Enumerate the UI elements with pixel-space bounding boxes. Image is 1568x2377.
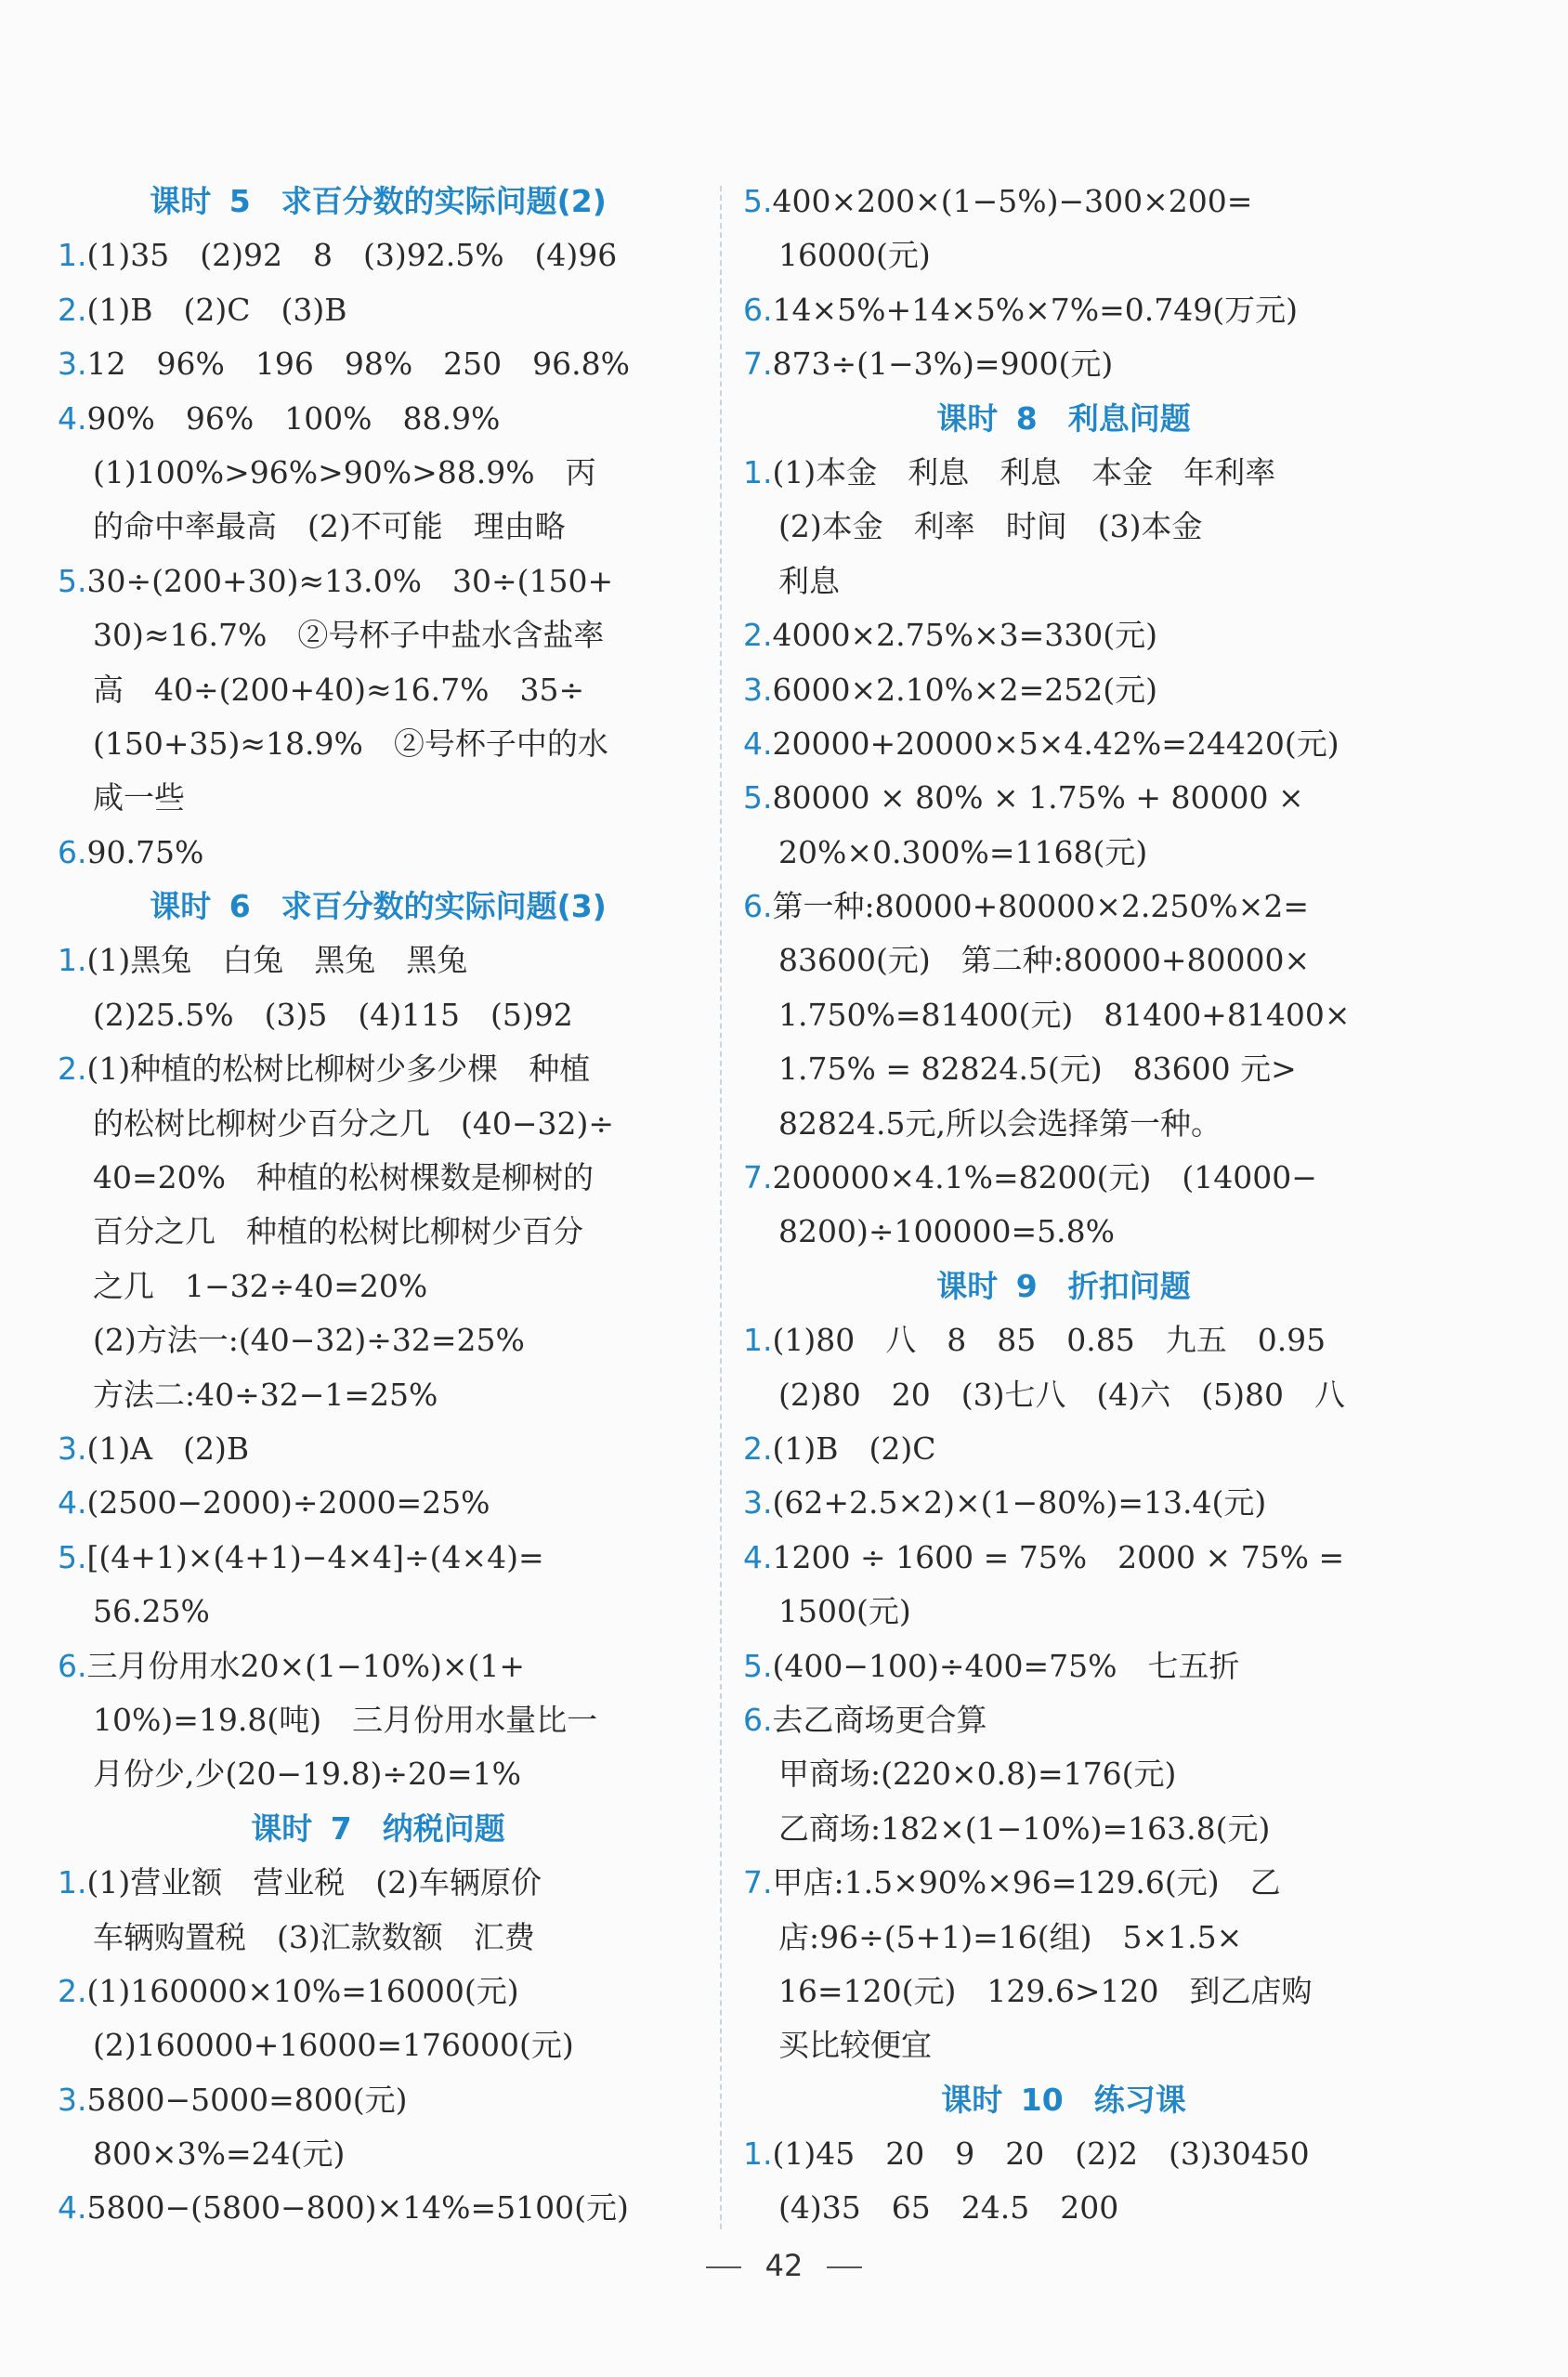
answer-text: 利息 bbox=[778, 562, 840, 599]
answer-text: (1)160000×10%=16000(元) bbox=[86, 1972, 519, 2009]
answer-text: (2)25.5% (3)5 (4)115 (5)92 bbox=[93, 996, 573, 1033]
answer-item bbox=[743, 1693, 1384, 1747]
answer-item bbox=[743, 1422, 1384, 1476]
answer-text: 90.75% bbox=[86, 833, 204, 870]
answer-text: (2)方法一:(40−32)÷32=25% bbox=[93, 1322, 525, 1359]
answer-item bbox=[58, 283, 699, 337]
answer-item bbox=[743, 1639, 1384, 1693]
answer-continuation bbox=[743, 1368, 1384, 1422]
answer-item bbox=[743, 1531, 1384, 1585]
item-number: 7. bbox=[743, 1159, 773, 1196]
answer-text: 月份少,少(20−19.8)÷20=1% bbox=[93, 1756, 522, 1793]
answer-item bbox=[743, 1476, 1384, 1530]
answer-continuation bbox=[743, 1042, 1384, 1096]
footer-dash-right bbox=[827, 2266, 862, 2268]
item-number: 5. bbox=[58, 562, 87, 599]
item-number: 6. bbox=[58, 833, 87, 870]
item-number: 1. bbox=[743, 2135, 773, 2173]
answer-continuation bbox=[58, 1585, 699, 1639]
item-number: 4. bbox=[743, 1538, 773, 1575]
answer-text: 去乙商场更合算 bbox=[772, 1701, 987, 1738]
answer-text: 90% 96% 100% 88.9% bbox=[86, 399, 501, 437]
answer-text: (62+2.5×2)×(1−80%)=13.4(元) bbox=[772, 1484, 1267, 1522]
answer-text: 方法二:40÷32−1=25% bbox=[93, 1376, 438, 1413]
item-number: 2. bbox=[743, 617, 773, 654]
answer-text: 16000(元) bbox=[778, 237, 931, 274]
answer-continuation bbox=[58, 1693, 699, 1747]
answer-continuation bbox=[58, 1097, 699, 1151]
answer-text: (1)35 (2)92 8 (3)92.5% (4)96 bbox=[86, 237, 618, 274]
answer-continuation bbox=[58, 1151, 699, 1205]
section-heading: 课时 7 纳税问题 bbox=[251, 1809, 505, 1847]
answer-text: 40=20% 种植的松树棵数是柳树的 bbox=[93, 1159, 594, 1196]
answer-text: 82824.5元,所以会选择第一种。 bbox=[778, 1104, 1222, 1142]
item-number: 4. bbox=[58, 1484, 87, 1522]
answer-text: (1)黑兔 白兔 黑兔 黑兔 bbox=[86, 942, 468, 979]
answer-continuation bbox=[743, 1585, 1384, 1639]
answer-text: (400−100)÷400=75% 七五折 bbox=[772, 1647, 1240, 1684]
answer-text: 4000×2.75%×3=330(元) bbox=[772, 617, 1157, 654]
answer-text: 1.750%=81400(元) 81400+81400× bbox=[778, 996, 1351, 1033]
answer-continuation bbox=[58, 771, 699, 825]
answer-item bbox=[743, 608, 1384, 662]
answer-text: 800×3%=24(元) bbox=[93, 2135, 346, 2173]
section-heading: 课时 6 求百分数的实际问题(3) bbox=[150, 888, 607, 925]
answer-item bbox=[743, 283, 1384, 337]
answer-item bbox=[743, 446, 1384, 500]
answer-continuation bbox=[743, 826, 1384, 880]
answer-continuation bbox=[743, 1097, 1384, 1151]
answer-continuation bbox=[743, 500, 1384, 554]
answer-item bbox=[743, 1313, 1384, 1367]
answer-text: 百分之几 种植的松树比柳树少百分 bbox=[93, 1213, 583, 1250]
answer-text: 873÷(1−3%)=900(元) bbox=[772, 346, 1114, 383]
answer-text: [(4+1)×(4+1)−4×4]÷(4×4)= bbox=[86, 1538, 544, 1575]
section-heading: 课时 8 利息问题 bbox=[936, 399, 1191, 437]
item-number: 6. bbox=[743, 888, 773, 925]
answer-item bbox=[58, 1042, 699, 1096]
answer-continuation bbox=[58, 1368, 699, 1422]
answer-text: 的命中率最高 (2)不可能 理由略 bbox=[93, 508, 566, 545]
answer-continuation bbox=[743, 1802, 1384, 1856]
answer-item bbox=[58, 934, 699, 987]
answer-item bbox=[743, 337, 1384, 391]
answer-continuation bbox=[743, 1911, 1384, 1965]
answer-item bbox=[58, 1422, 699, 1476]
answer-text: 甲商场:(220×0.8)=176(元) bbox=[778, 1756, 1177, 1793]
item-number: 1. bbox=[58, 1864, 87, 1901]
answer-text: (1)100%>96%>90%>88.9% 丙 bbox=[93, 453, 596, 490]
answer-continuation bbox=[743, 1747, 1384, 1801]
answer-text: 1200 ÷ 1600 = 75% 2000 × 75% = bbox=[772, 1538, 1345, 1575]
answer-text: 车辆购置税 (3)汇款数额 汇费 bbox=[93, 1918, 535, 1955]
answer-item bbox=[58, 337, 699, 391]
answer-item bbox=[58, 2181, 699, 2235]
answer-continuation bbox=[58, 663, 699, 717]
answer-text: (2)80 20 (3)七八 (4)六 (5)80 八 bbox=[778, 1376, 1345, 1413]
answer-text: (1)B (2)C bbox=[772, 1430, 936, 1467]
item-number: 3. bbox=[743, 1484, 773, 1522]
answer-continuation bbox=[58, 2127, 699, 2181]
answer-item bbox=[58, 1531, 699, 1585]
answer-text: 83600(元) 第二种:80000+80000× bbox=[778, 942, 1311, 979]
answer-continuation bbox=[58, 2018, 699, 2072]
answer-item bbox=[743, 663, 1384, 717]
item-number: 5. bbox=[743, 1647, 773, 1684]
page-number: 42 bbox=[764, 2248, 804, 2283]
answer-item bbox=[743, 771, 1384, 825]
answer-continuation bbox=[58, 1313, 699, 1367]
answer-text: (4)35 65 24.5 200 bbox=[778, 2189, 1119, 2227]
answer-continuation bbox=[58, 1260, 699, 1313]
answer-text: 20%×0.300%=1168(元) bbox=[778, 833, 1148, 870]
answer-continuation bbox=[58, 446, 699, 500]
answer-continuation bbox=[58, 988, 699, 1042]
answer-text: 甲店:1.5×90%×96=129.6(元) 乙 bbox=[772, 1864, 1281, 1901]
answer-text: 乙商场:182×(1−10%)=163.8(元) bbox=[778, 1809, 1271, 1847]
answer-text: 30)≈16.7% ②号杯子中盐水含盐率 bbox=[93, 617, 605, 654]
item-number: 3. bbox=[58, 1430, 87, 1467]
column-divider bbox=[720, 186, 722, 2229]
answer-text: 56.25% bbox=[93, 1593, 210, 1630]
answer-continuation bbox=[743, 988, 1384, 1042]
answer-text: 1500(元) bbox=[778, 1593, 911, 1630]
answer-item bbox=[58, 1965, 699, 2018]
answer-text: 80000 × 80% × 1.75% + 80000 × bbox=[772, 779, 1304, 816]
item-number: 3. bbox=[58, 2081, 87, 2118]
answer-item bbox=[58, 1856, 699, 1910]
left-column bbox=[58, 175, 699, 2236]
item-number: 4. bbox=[58, 399, 87, 437]
answer-text: 200000×4.1%=8200(元) (14000− bbox=[772, 1159, 1317, 1196]
item-number: 6. bbox=[743, 291, 773, 328]
answer-item bbox=[58, 1639, 699, 1693]
item-number: 5. bbox=[58, 1538, 87, 1575]
answer-text: 30÷(200+30)≈13.0% 30÷(150+ bbox=[86, 562, 614, 599]
answer-item bbox=[58, 229, 699, 282]
answer-continuation bbox=[743, 934, 1384, 987]
answer-text: 10%)=19.8(吨) 三月份用水量比一 bbox=[93, 1701, 598, 1738]
answer-continuation bbox=[58, 1911, 699, 1965]
answer-item bbox=[58, 392, 699, 446]
answer-item bbox=[743, 1151, 1384, 1205]
item-number: 4. bbox=[743, 725, 773, 762]
answer-continuation bbox=[743, 555, 1384, 608]
answer-item bbox=[58, 2073, 699, 2127]
answer-text: 16=120(元) 129.6>120 到乙店购 bbox=[778, 1972, 1313, 2009]
section-heading: 课时 10 练习课 bbox=[941, 2081, 1186, 2118]
answer-item bbox=[743, 175, 1384, 229]
section-heading: 课时 9 折扣问题 bbox=[936, 1267, 1191, 1304]
item-number: 7. bbox=[743, 346, 773, 383]
answer-text: 三月份用水20×(1−10%)×(1+ bbox=[86, 1647, 526, 1684]
item-number: 2. bbox=[58, 1051, 87, 1088]
answer-continuation bbox=[58, 1747, 699, 1801]
item-number: 5. bbox=[743, 779, 773, 816]
item-number: 2. bbox=[58, 291, 87, 328]
answer-text: (1)80 八 8 85 0.85 九五 0.95 bbox=[772, 1322, 1326, 1359]
answer-text: 1.75% = 82824.5(元) 83600 元> bbox=[778, 1051, 1297, 1088]
answer-text: 第一种:80000+80000×2.250%×2= bbox=[772, 888, 1309, 925]
answer-text: 20000+20000×5×4.42%=24420(元) bbox=[772, 725, 1339, 762]
answer-text: 12 96% 196 98% 250 96.8% bbox=[86, 346, 630, 383]
answer-text: 5800−(5800−800)×14%=5100(元) bbox=[86, 2189, 629, 2227]
answer-text: (1)B (2)C (3)B bbox=[86, 291, 347, 328]
answer-text: 店:96÷(5+1)=16(组) 5×1.5× bbox=[778, 1918, 1243, 1955]
answer-text: 8200)÷100000=5.8% bbox=[778, 1213, 1115, 1250]
answer-continuation bbox=[58, 608, 699, 662]
item-number: 6. bbox=[58, 1647, 87, 1684]
answer-continuation bbox=[743, 1965, 1384, 2018]
answer-text: 咸一些 bbox=[93, 779, 185, 816]
footer-dash-left bbox=[706, 2266, 741, 2268]
answer-item bbox=[743, 2127, 1384, 2181]
answer-text: (2)本金 利率 时间 (3)本金 bbox=[778, 508, 1203, 545]
answer-text: (1)种植的松树比柳树少多少棵 种植 bbox=[86, 1051, 591, 1088]
answer-text: 高 40÷(200+40)≈16.7% 35÷ bbox=[93, 671, 585, 708]
item-number: 2. bbox=[58, 1972, 87, 2009]
item-number: 4. bbox=[58, 2189, 87, 2227]
item-number: 1. bbox=[743, 453, 773, 490]
item-number: 1. bbox=[58, 237, 87, 274]
answer-text: (1)本金 利息 利息 本金 年利率 bbox=[772, 453, 1276, 490]
answer-text: 5800−5000=800(元) bbox=[86, 2081, 408, 2118]
answer-text: (2)160000+16000=176000(元) bbox=[93, 2027, 574, 2064]
item-number: 1. bbox=[743, 1322, 773, 1359]
item-number: 5. bbox=[743, 183, 773, 219]
answer-text: 14×5%+14×5%×7%=0.749(万元) bbox=[772, 291, 1299, 328]
answer-item bbox=[743, 717, 1384, 771]
item-number: 2. bbox=[743, 1430, 773, 1467]
answer-text: 6000×2.10%×2=252(元) bbox=[772, 671, 1157, 708]
item-number: 1. bbox=[58, 942, 87, 979]
answer-continuation bbox=[743, 2018, 1384, 2072]
answer-text: 之几 1−32÷40=20% bbox=[93, 1267, 428, 1304]
section-heading: 课时 5 求百分数的实际问题(2) bbox=[150, 183, 607, 219]
answer-continuation bbox=[58, 1205, 699, 1259]
answer-item bbox=[58, 826, 699, 880]
answer-continuation bbox=[743, 2181, 1384, 2235]
page-footer bbox=[0, 2248, 1568, 2283]
item-number: 3. bbox=[743, 671, 773, 708]
answer-text: (150+35)≈18.9% ②号杯子中的水 bbox=[93, 725, 608, 762]
answer-item bbox=[743, 1856, 1384, 1910]
answer-text: (1)A (2)B bbox=[86, 1430, 250, 1467]
right-column bbox=[743, 175, 1384, 2236]
item-number: 3. bbox=[58, 346, 87, 383]
item-number: 7. bbox=[743, 1864, 773, 1901]
answer-continuation bbox=[743, 229, 1384, 282]
answer-text: (1)45 20 9 20 (2)2 (3)30450 bbox=[772, 2135, 1310, 2173]
answer-continuation bbox=[58, 717, 699, 771]
item-number: 6. bbox=[743, 1701, 773, 1738]
answer-item bbox=[58, 1476, 699, 1530]
answer-text: 买比较便宜 bbox=[778, 2027, 932, 2064]
answer-continuation bbox=[743, 1205, 1384, 1259]
answer-continuation bbox=[58, 500, 699, 554]
answer-item bbox=[743, 880, 1384, 934]
answer-text: (2500−2000)÷2000=25% bbox=[86, 1484, 490, 1522]
answer-item bbox=[58, 555, 699, 608]
answer-text: 的松树比柳树少百分之几 (40−32)÷ bbox=[93, 1104, 615, 1142]
answer-text: (1)营业额 营业税 (2)车辆原价 bbox=[86, 1864, 542, 1901]
answer-text: 400×200×(1−5%)−300×200= bbox=[772, 183, 1253, 219]
